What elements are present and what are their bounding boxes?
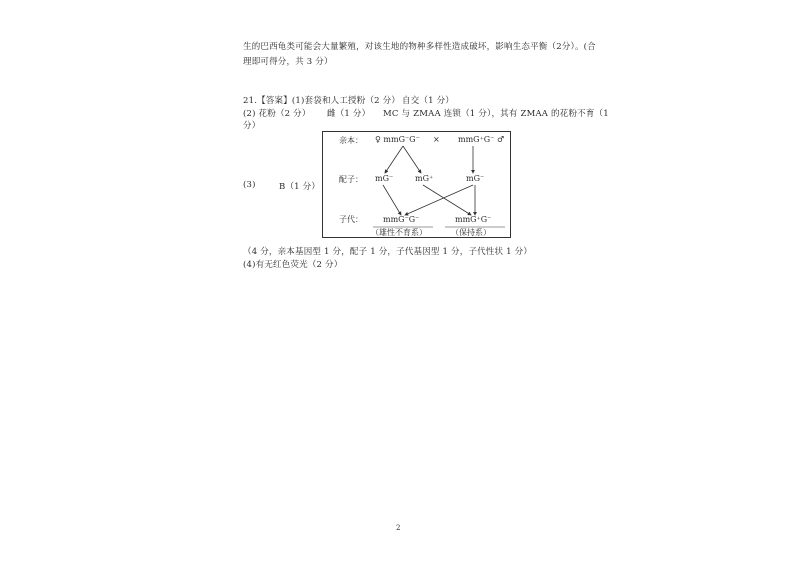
gamete-2: mG⁺ (415, 174, 434, 183)
q3-label: (3) (243, 180, 256, 190)
text-line-2: 理即可得分，共 3 分） (243, 57, 333, 67)
scoring-note: （4 分，亲本基因型 1 分，配子 1 分，子代基因型 1 分，子代性状 1 分） (243, 247, 533, 257)
answer-header-2: 自交（1 分） (402, 96, 455, 106)
male-parent: mmG⁺G⁻ ♂ (458, 135, 505, 144)
cross-symbol: × (433, 135, 440, 144)
offspring-label-1: （雄性不育系） (371, 228, 427, 237)
arrow-gamete1-to-offspring1 (383, 185, 401, 215)
gamete-1: mG⁻ (375, 174, 394, 183)
q2-part-c: MC 与 ZMAA 连锁（1 分），其有 ZMAA 的花粉不育（1 (383, 109, 609, 119)
row-label-gamete: 配子： (339, 175, 363, 184)
q2-part-d: 分） (243, 121, 261, 131)
genetic-cross-diagram (322, 131, 511, 238)
answer-header: 21.【答案】(1)套袋和人工授粉（2 分） (243, 96, 401, 106)
arrow-parent-to-gamete-2 (403, 146, 421, 173)
arrow-parent-to-gamete-1 (385, 146, 403, 173)
arrow-gamete2-to-offspring2 (423, 185, 471, 215)
offspring-label-2: （保持系） (451, 228, 491, 237)
q2-part-a: (2) 花粉（2 分） (243, 109, 311, 119)
row-label-parent: 亲本： (339, 136, 363, 145)
arrow-gamete3-to-offspring1 (405, 185, 473, 215)
q2-part-b: 雌（1 分） (327, 109, 371, 119)
q3-answer: B（1 分） (279, 182, 321, 192)
q4-answer: (4)有无红色荧光（2 分） (243, 260, 343, 270)
text-line-1: 生的巴西龟类可能会大量繁殖，对该生地的物种多样性造成破坏，影响生态平衡（2分）。(合 (243, 42, 596, 52)
row-label-offspring: 子代： (339, 215, 363, 224)
female-parent: ♀ mmG⁻G⁻ (375, 135, 420, 144)
gamete-3: mG⁻ (466, 174, 485, 183)
offspring-1: mmG⁻G⁻ (383, 215, 420, 224)
offspring-2: mmG⁺G⁻ (455, 215, 492, 224)
page-number: 2 (396, 524, 401, 532)
